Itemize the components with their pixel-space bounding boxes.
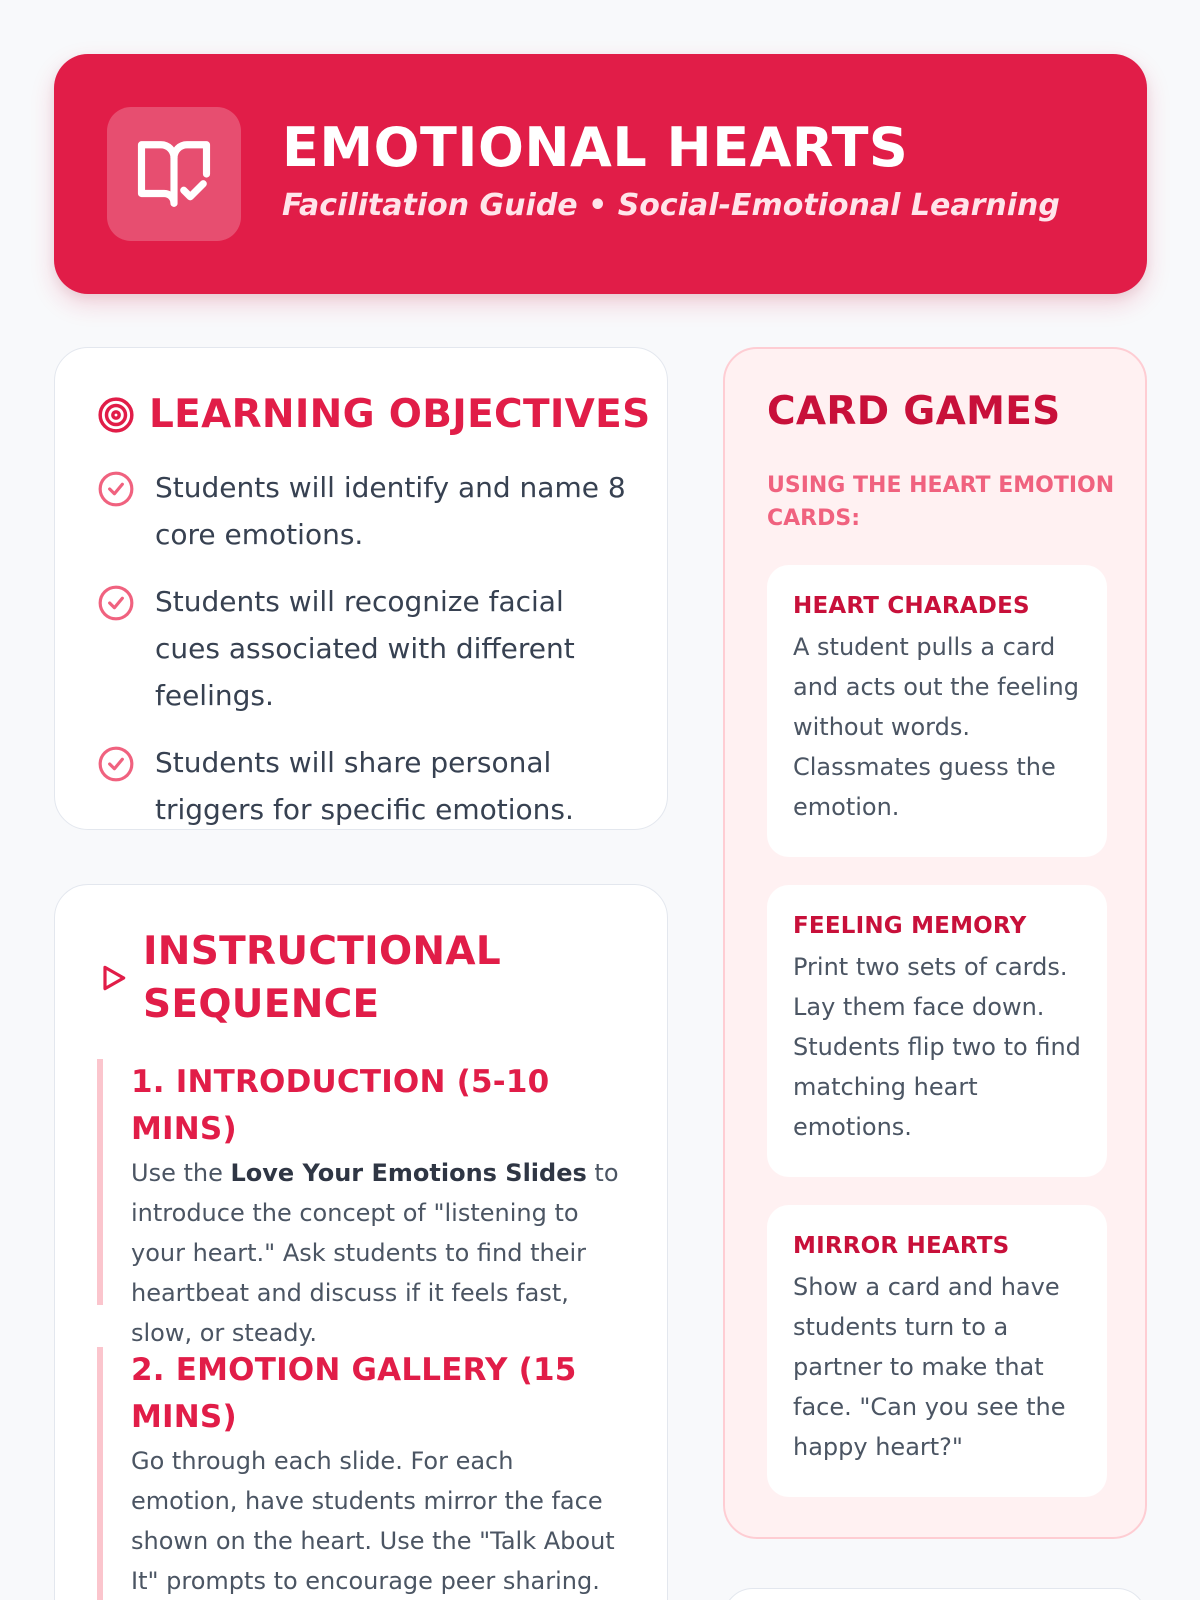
list-item <box>97 464 627 558</box>
check-circle-icon <box>97 584 135 622</box>
list-item <box>97 739 627 833</box>
game-body: Print two sets of cards. Lay them face down. Students flip two to find matching heart emotions. <box>793 953 1081 1141</box>
sequence-heading <box>97 925 557 1031</box>
objective-text: Students will recognize facial cues associated with different feelings. <box>155 585 575 712</box>
game-card <box>767 565 1107 857</box>
list-item <box>97 578 627 719</box>
game-body: Show a card and have students turn to a partner to make that face. "Can you see the happy heart?" <box>793 1273 1066 1461</box>
page-subtitle: Facilitation Guide • Social-Emotional Learning <box>282 188 1060 223</box>
slides-link-text: Love Your Emotions Slides <box>230 1159 587 1187</box>
sequence-step <box>97 1059 627 1347</box>
game-title: FEELING MEMORY <box>793 913 1027 939</box>
page-title: EMOTIONAL HEARTS <box>282 116 909 179</box>
game-card <box>767 885 1107 1177</box>
check-circle-icon <box>97 745 135 783</box>
card-games-title: CARD GAMES <box>767 389 1061 434</box>
header-banner <box>54 54 1147 294</box>
card-games-panel <box>723 347 1147 1539</box>
target-icon <box>97 396 135 434</box>
game-body: A student pulls a card and acts out the feeling without words. Classmates guess the emotion. <box>793 633 1079 821</box>
objective-text: Students will share personal triggers for specific emotions. <box>155 746 574 826</box>
next-card-edge <box>723 1588 1147 1600</box>
objective-text: Students will identify and name 8 core emotions. <box>155 471 626 551</box>
step-body: Use the Love Your Emotions Slides to introduce the concept of "listening to your heart." Ask students to find their heartbeat and discuss if it feels fast, slow, or steady. <box>131 1159 619 1347</box>
instructional-sequence-card <box>54 884 668 1600</box>
card-games-subtitle: USING THE HEART EMOTION CARDS: <box>767 473 1115 531</box>
game-title: HEART CHARADES <box>793 593 1030 619</box>
play-icon <box>97 962 129 994</box>
step-body: Go through each slide. For each emotion, have students mirror the face shown on the heart. Use the "Talk About It" prompts to encourage peer sharing. <box>131 1447 615 1595</box>
book-open-check-icon <box>135 135 213 213</box>
sequence-step <box>97 1347 627 1600</box>
step-title: 2. EMOTION GALLERY (15 MINS) <box>131 1352 577 1435</box>
sequence-title: INSTRUCTIONAL SEQUENCE <box>143 929 502 1027</box>
learning-objectives-card <box>54 347 668 830</box>
step-title: 1. INTRODUCTION (5-10 MINS) <box>131 1064 550 1147</box>
logo-tile <box>107 107 241 241</box>
check-circle-icon <box>97 470 135 508</box>
objectives-title: LEARNING OBJECTIVES <box>149 392 651 437</box>
game-title: MIRROR HEARTS <box>793 1233 1010 1259</box>
game-card <box>767 1205 1107 1497</box>
objectives-heading <box>97 388 650 441</box>
objectives-list <box>97 464 627 853</box>
